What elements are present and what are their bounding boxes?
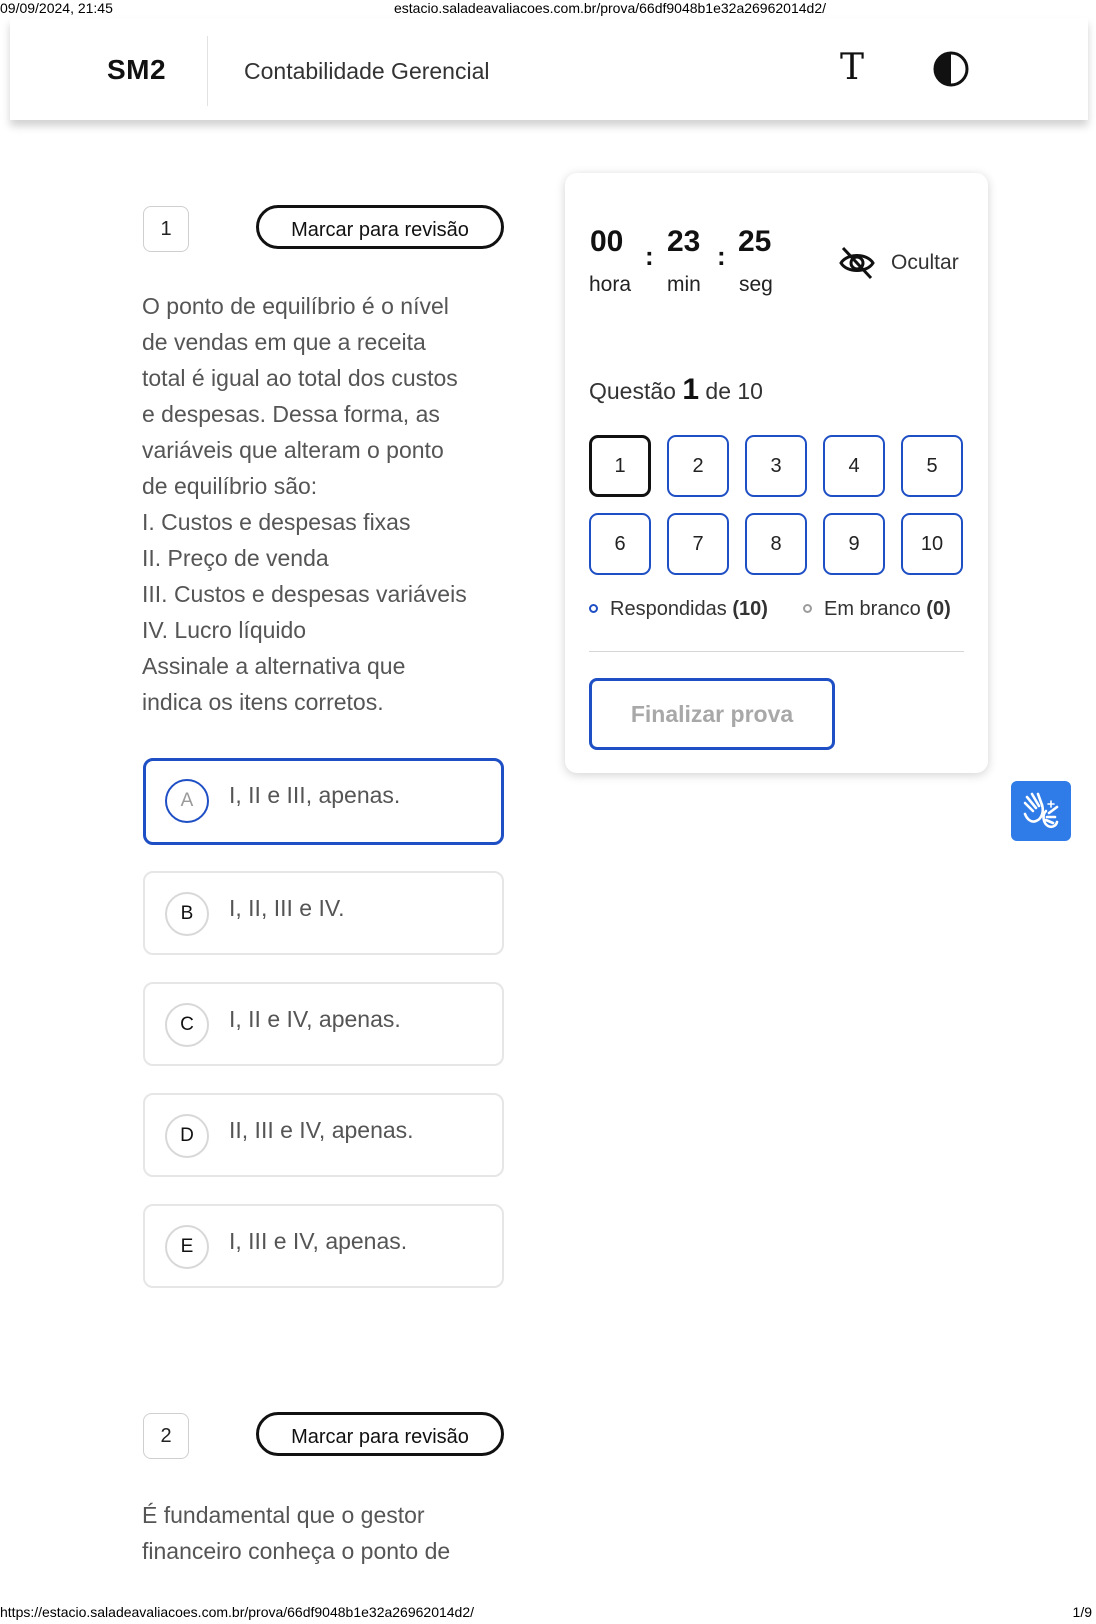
option-c[interactable] — [143, 982, 504, 1066]
question-line: indica os itens corretos. — [142, 689, 384, 715]
question-nav-5[interactable]: 5 — [901, 435, 963, 497]
option-letter: C — [165, 1003, 209, 1047]
legend-answered-label: Respondidas — [610, 598, 727, 620]
question-line: IV. Lucro líquido — [142, 617, 307, 643]
timer-minutes: 23 — [667, 225, 701, 258]
print-footer-url: https://estacio.saladeavaliacoes.com.br/prova/66df9048b1e32a26962014d2/ — [0, 1604, 475, 1620]
blank-dot-icon — [803, 604, 812, 613]
option-text: II, III e IV, apenas. — [229, 1117, 414, 1143]
question-nav-7[interactable]: 7 — [667, 513, 729, 575]
print-url: estacio.saladeavaliacoes.com.br/prova/66df9048b1e32a26962014d2/ — [394, 0, 826, 16]
print-page-number: 1/9 — [1072, 1604, 1092, 1620]
question-number: 1 — [143, 206, 189, 252]
course-title: Contabilidade Gerencial — [244, 58, 490, 84]
timer-hours: 00 — [590, 225, 624, 258]
question-line: de vendas em que a receita — [142, 329, 426, 355]
question-text — [142, 1497, 514, 1569]
question-nav-8[interactable]: 8 — [745, 513, 807, 575]
divider — [589, 651, 964, 652]
legend-blank-count: (0) — [926, 598, 951, 620]
counter-prefix: Questão — [589, 378, 676, 404]
question-counter — [589, 373, 763, 407]
print-header — [0, 0, 1096, 18]
timer-seconds-label: seg — [739, 273, 773, 296]
question-nav-10[interactable]: 10 — [901, 513, 963, 575]
question-line: e despesas. Dessa forma, as — [142, 401, 440, 427]
hide-timer-button[interactable]: Ocultar — [891, 251, 959, 274]
question-nav-6[interactable]: 6 — [589, 513, 651, 575]
option-d[interactable] — [143, 1093, 504, 1177]
option-letter: A — [165, 779, 209, 823]
question-line: I. Custos e despesas fixas — [142, 509, 411, 535]
question-number: 2 — [143, 1413, 189, 1459]
option-text: I, II e III, apenas. — [229, 782, 401, 808]
timer-minutes-label: min — [667, 273, 701, 296]
timer-separator: : — [717, 241, 726, 271]
question-line: de equilíbrio são: — [142, 473, 318, 499]
option-letter: B — [165, 892, 209, 936]
option-text: I, III e IV, apenas. — [229, 1228, 408, 1254]
timer-seconds: 25 — [738, 225, 772, 258]
question-line: financeiro conheça o ponto de — [142, 1538, 451, 1564]
legend-answered — [589, 598, 768, 621]
answered-dot-icon — [589, 604, 598, 613]
question-line: É fundamental que o gestor — [142, 1502, 425, 1528]
question-line: O ponto de equilíbrio é o nível — [142, 293, 449, 319]
option-text: I, II e IV, apenas. — [229, 1006, 401, 1032]
question-line: Assinale a alternativa que — [142, 653, 406, 679]
mark-review-button[interactable]: Marcar para revisão — [256, 205, 504, 249]
question-nav-4[interactable]: 4 — [823, 435, 885, 497]
legend-blank-label: Em branco — [824, 598, 921, 620]
legend-blank — [803, 598, 951, 621]
brand-divider — [207, 36, 208, 106]
option-text: I, II, III e IV. — [229, 895, 345, 921]
option-e[interactable] — [143, 1204, 504, 1288]
question-text — [142, 288, 514, 720]
finish-exam-button[interactable]: Finalizar prova — [589, 678, 835, 750]
counter-suffix: de 10 — [705, 378, 763, 404]
question-line: III. Custos e despesas variáveis — [142, 581, 467, 607]
question-line: total é igual ao total dos custos — [142, 365, 458, 391]
mark-review-button[interactable]: Marcar para revisão — [256, 1412, 504, 1456]
option-letter: D — [165, 1114, 209, 1158]
print-footer — [0, 1604, 1096, 1622]
print-datetime: 09/09/2024, 21:45 — [0, 0, 113, 16]
contrast-icon[interactable] — [932, 50, 970, 88]
question-line: variáveis que alteram o ponto — [142, 437, 444, 463]
option-a[interactable] — [143, 758, 504, 845]
option-letter: E — [165, 1225, 209, 1269]
question-nav-1[interactable]: 1 — [589, 435, 651, 497]
question-nav-2[interactable]: 2 — [667, 435, 729, 497]
brand-logo: SM2 — [107, 54, 167, 85]
counter-current: 1 — [682, 373, 700, 406]
eye-off-icon[interactable] — [837, 243, 877, 283]
legend-answered-count: (10) — [732, 598, 768, 620]
question-line: II. Preço de venda — [142, 545, 329, 571]
timer-hours-label: hora — [589, 273, 632, 296]
top-bar — [10, 18, 1088, 120]
question-nav-9[interactable]: 9 — [823, 513, 885, 575]
timer-separator: : — [645, 241, 654, 271]
question-nav-3[interactable]: 3 — [745, 435, 807, 497]
exam-panel — [565, 173, 988, 773]
sign-language-icon[interactable] — [1011, 781, 1071, 841]
font-size-icon[interactable]: T — [839, 47, 864, 88]
option-b[interactable] — [143, 871, 504, 955]
